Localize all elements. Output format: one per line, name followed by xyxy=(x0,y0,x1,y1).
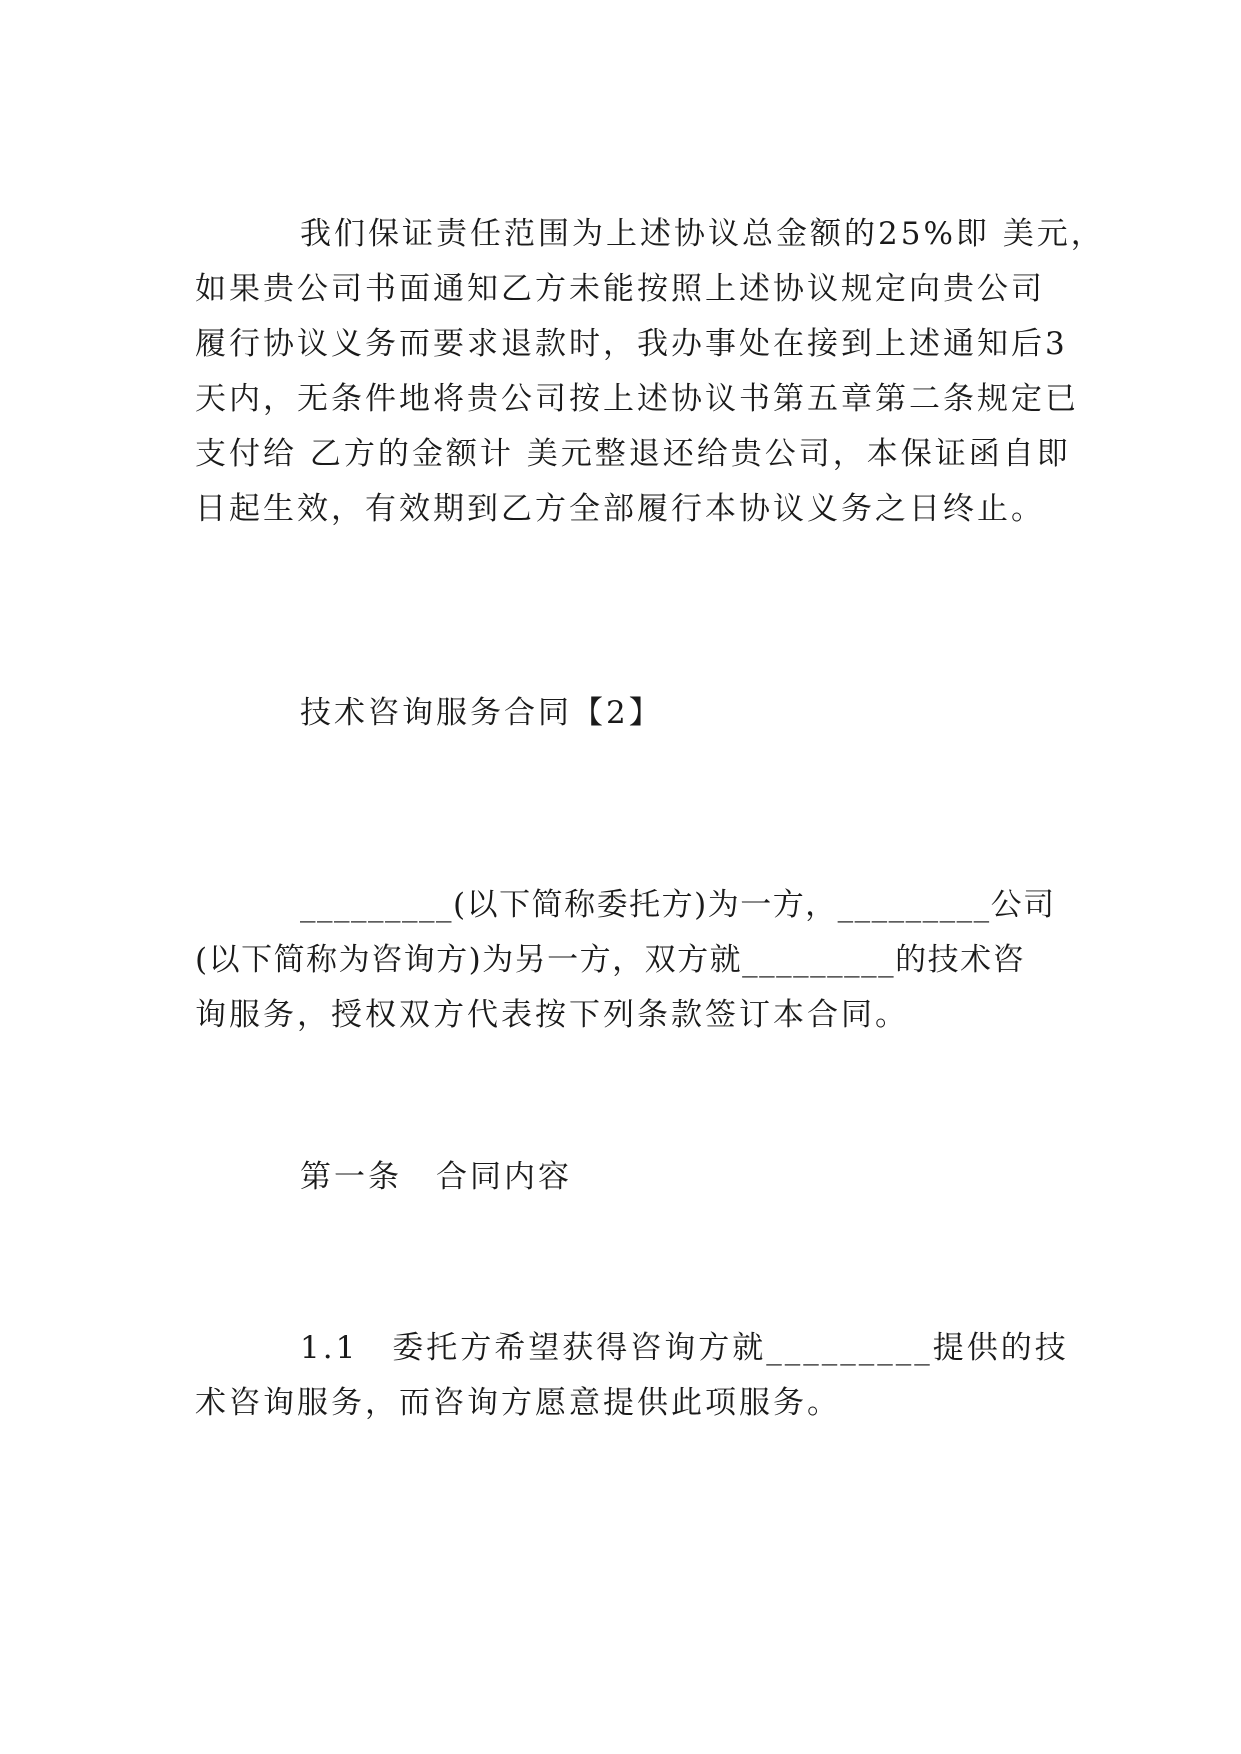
paragraph-guarantee-line-6: 日起生效，有效期到乙方全部履行本协议义务之日终止。 xyxy=(195,491,1045,527)
paragraph-guarantee-line-1: 我们保证责任范围为上述协议总金额的25%即 美元， xyxy=(300,216,1105,252)
contract-title: 技术咨询服务合同【2】 xyxy=(300,695,663,731)
paragraph-guarantee-line-2: 如果贵公司书面通知乙方未能按照上述协议规定向贵公司 xyxy=(195,271,1045,307)
article-1-heading: 第一条 合同内容 xyxy=(300,1159,572,1195)
paragraph-guarantee-line-4: 天内，无条件地将贵公司按上述协议书第五章第二条规定已 xyxy=(195,381,1079,417)
paragraph-parties-line-1: _________(以下简称委托方)为一方，_________公司 xyxy=(300,887,1056,923)
paragraph-guarantee-line-5: 支付给 乙方的金额计 美元整退还给贵公司，本保证函自即 xyxy=(195,436,1071,472)
clause-1-1-line-2: 术咨询服务，而咨询方愿意提供此项服务。 xyxy=(195,1385,841,1421)
paragraph-parties-line-2: (以下简称为咨询方)为另一方，双方就_________的技术咨 xyxy=(195,942,1026,978)
paragraph-guarantee-line-3: 履行协议义务而要求退款时，我办事处在接到上述通知后3 xyxy=(195,326,1068,362)
clause-1-1-line-1: 1.1 委托方希望获得咨询方就_________提供的技 xyxy=(300,1330,1069,1366)
paragraph-parties-line-3: 询服务，授权双方代表按下列条款签订本合同。 xyxy=(195,997,909,1033)
